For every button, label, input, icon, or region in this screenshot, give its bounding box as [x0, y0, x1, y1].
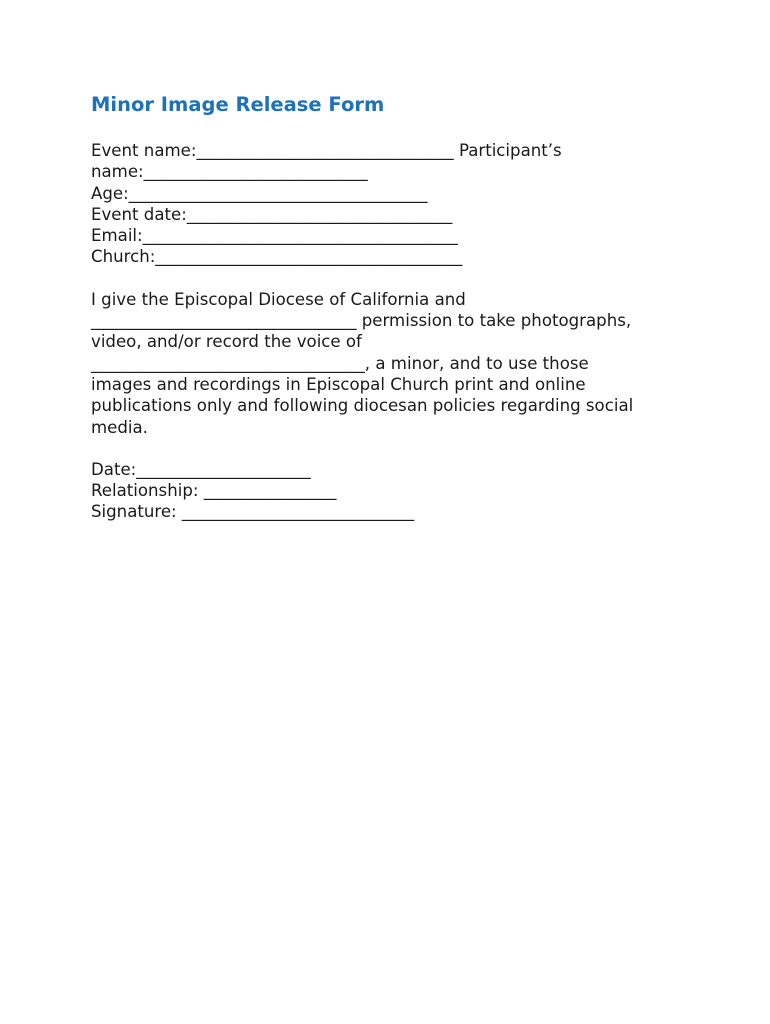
participant-name-line: name:___________________________	[91, 162, 368, 182]
spacer	[91, 268, 681, 289]
statement-line: ________________________________ permission to take photographs,	[91, 311, 632, 331]
church-line: Church:_____________________________________	[91, 247, 463, 267]
spacer	[91, 438, 681, 459]
participant-fields-block	[91, 140, 681, 268]
statement-line: _________________________________, a minor, and to use those	[91, 353, 589, 373]
signoff-block	[91, 459, 681, 523]
event-date-line: Event date:________________________________	[91, 204, 453, 224]
date-line: Date:_____________________	[91, 459, 311, 479]
form-content	[91, 92, 681, 523]
event-name-participant-line: Event name:_______________________________ Participant’s	[91, 141, 562, 160]
statement-line: publications only and following diocesan policies regarding social	[91, 396, 634, 416]
statement-line: images and recordings in Episcopal Church print and online	[91, 374, 586, 394]
form-title: Minor Image Release Form	[91, 93, 385, 116]
age-line: Age:____________________________________	[91, 183, 428, 203]
statement-line: video, and/or record the voice of	[91, 332, 362, 352]
email-line: Email:______________________________________	[91, 226, 458, 246]
release-statement	[91, 289, 681, 438]
relationship-line: Relationship: ________________	[91, 481, 337, 501]
statement-line: I give the Episcopal Diocese of California and	[91, 289, 466, 309]
statement-line: media.	[91, 417, 148, 437]
signature-line: Signature: ____________________________	[91, 502, 415, 522]
